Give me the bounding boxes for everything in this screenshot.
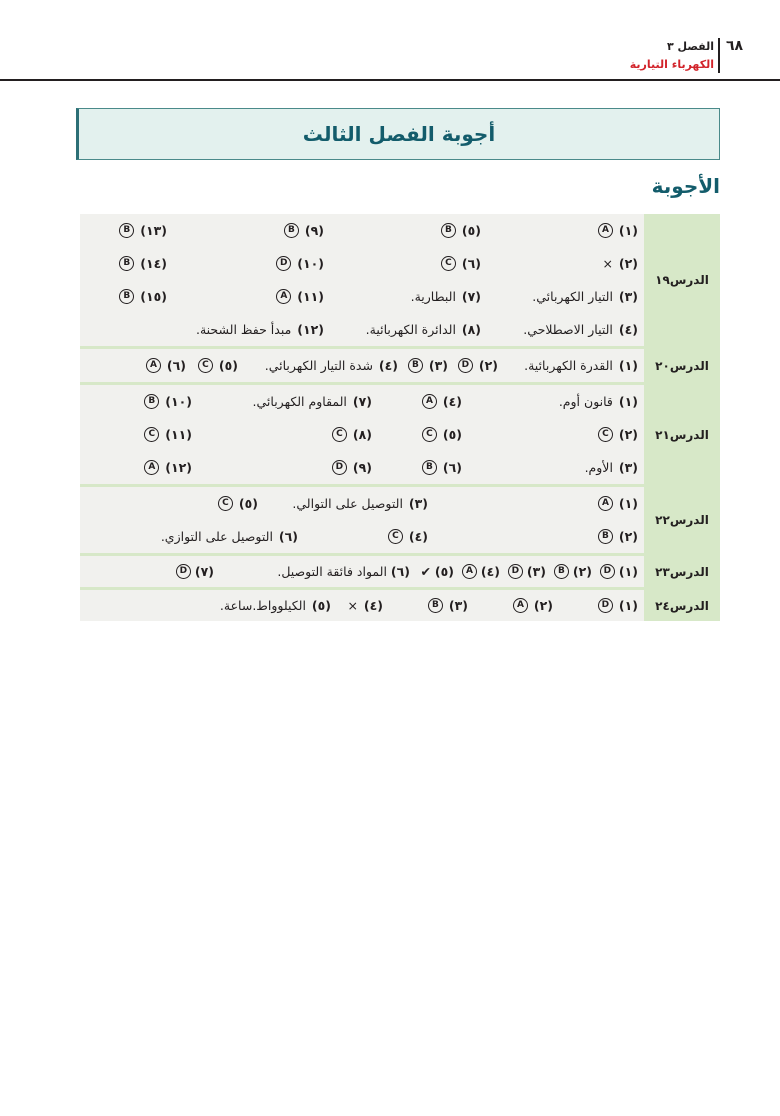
choice-circle: D bbox=[600, 564, 615, 579]
answer-text: الأوم. bbox=[584, 460, 613, 475]
choice-circle: A bbox=[146, 358, 161, 373]
answer-item bbox=[119, 256, 167, 271]
question-number: (١٢) bbox=[297, 322, 324, 337]
choice-circle: B bbox=[598, 529, 613, 544]
question-number: (٢) bbox=[478, 358, 498, 373]
question-number: (٣) bbox=[448, 598, 468, 613]
question-number: (١٠) bbox=[297, 256, 324, 271]
answer-item bbox=[324, 223, 481, 238]
answer-item bbox=[372, 427, 462, 442]
answer-item bbox=[218, 496, 258, 511]
question-number: (١٣) bbox=[140, 223, 167, 238]
answer-line bbox=[86, 313, 638, 346]
answer-item bbox=[214, 564, 410, 579]
choice-circle: C bbox=[332, 427, 347, 442]
answer-line bbox=[86, 349, 638, 382]
question-number: (٢) bbox=[618, 529, 638, 544]
question-number: (١٤) bbox=[140, 256, 167, 271]
question-number: (٨) bbox=[352, 427, 372, 442]
question-number: (٥) bbox=[434, 564, 454, 579]
choice-circle: D bbox=[598, 598, 613, 613]
answer-text: المقاوم الكهربائي. bbox=[252, 394, 347, 409]
chapter-label: الفصل ٣ bbox=[666, 40, 714, 53]
choice-circle: B bbox=[144, 394, 159, 409]
answer-item bbox=[546, 564, 592, 579]
answer-item bbox=[324, 322, 481, 337]
question-number: (٤) bbox=[480, 564, 500, 579]
answer-item bbox=[186, 358, 238, 373]
answer-item bbox=[592, 564, 638, 579]
answer-item bbox=[119, 289, 167, 304]
answer-item bbox=[448, 358, 498, 373]
question-number: (١) bbox=[618, 358, 638, 373]
answer-text: قانون أوم. bbox=[558, 394, 613, 409]
choice-circle: D bbox=[332, 460, 347, 475]
answer-item bbox=[462, 460, 638, 475]
question-number: (٣) bbox=[428, 358, 448, 373]
lesson-label: الدرس٢٠ bbox=[644, 349, 720, 382]
choice-circle: A bbox=[513, 598, 528, 613]
page-title: أجوبة الفصل الثالث bbox=[302, 122, 496, 146]
question-number: (١) bbox=[618, 564, 638, 579]
choice-circle: C bbox=[388, 529, 403, 544]
answer-item bbox=[462, 427, 638, 442]
page-header bbox=[0, 0, 780, 82]
choice-circle: D bbox=[276, 256, 291, 271]
lesson-answers bbox=[80, 556, 644, 587]
chapter-answers-title-box bbox=[76, 108, 720, 160]
choice-circle: B bbox=[554, 564, 569, 579]
answer-item bbox=[167, 289, 324, 304]
question-number: (١) bbox=[618, 223, 638, 238]
answer-text: شدة التيار الكهربائي. bbox=[264, 358, 373, 373]
answer-text: البطارية. bbox=[410, 289, 456, 304]
question-number: (٧) bbox=[194, 564, 214, 579]
lesson-row-24 bbox=[80, 590, 720, 621]
question-number: (٢) bbox=[618, 427, 638, 442]
answer-line bbox=[86, 520, 638, 553]
page-number: ٦٨ bbox=[726, 38, 744, 54]
answer-line bbox=[86, 590, 638, 621]
choice-circle: B bbox=[119, 256, 134, 271]
answer-item bbox=[161, 529, 298, 544]
choice-circle: A bbox=[144, 460, 159, 475]
answer-item bbox=[372, 394, 462, 409]
question-number: (١٢) bbox=[165, 460, 192, 475]
choice-circle: B bbox=[284, 223, 299, 238]
answer-line bbox=[86, 487, 638, 520]
question-number: (٢) bbox=[618, 256, 638, 271]
lesson-answers bbox=[80, 487, 644, 553]
choice-circle: C bbox=[441, 256, 456, 271]
lesson-label: الدرس٢١ bbox=[644, 385, 720, 484]
question-number: (٢) bbox=[572, 564, 592, 579]
choice-circle: C bbox=[198, 358, 213, 373]
lesson-label: الدرس٢٢ bbox=[644, 487, 720, 553]
choice-circle: A bbox=[422, 394, 437, 409]
answer-item bbox=[383, 598, 468, 613]
question-number: (٤) bbox=[442, 394, 462, 409]
answer-item bbox=[258, 496, 428, 511]
answer-item bbox=[167, 223, 324, 238]
question-number: (٥) bbox=[238, 496, 258, 511]
lesson-answers bbox=[80, 214, 644, 346]
choice-circle: C bbox=[422, 427, 437, 442]
answers-heading: الأجوبة bbox=[651, 174, 720, 198]
header-divider bbox=[718, 38, 720, 73]
lesson-row-19 bbox=[80, 214, 720, 346]
answer-item bbox=[146, 358, 186, 373]
question-number: (٤) bbox=[363, 598, 383, 613]
answer-item bbox=[481, 289, 638, 304]
question-number: (٥) bbox=[218, 358, 238, 373]
choice-circle: D bbox=[508, 564, 523, 579]
answer-text: المواد فائقة التوصيل. bbox=[277, 564, 387, 579]
answer-text: التيار الكهربائي. bbox=[532, 289, 613, 304]
check-mark-icon: ✔ bbox=[420, 564, 431, 579]
answer-item bbox=[298, 529, 428, 544]
question-number: (٣) bbox=[618, 460, 638, 475]
question-number: (٥) bbox=[442, 427, 462, 442]
cross-mark: × bbox=[602, 256, 613, 271]
answer-item bbox=[119, 223, 167, 238]
choice-circle: A bbox=[462, 564, 477, 579]
answer-text: التوصيل على التوالي. bbox=[292, 496, 403, 511]
answer-line bbox=[86, 418, 638, 451]
choice-circle: C bbox=[144, 427, 159, 442]
answer-line bbox=[86, 451, 638, 484]
answer-item bbox=[324, 256, 481, 271]
question-number: (١) bbox=[618, 496, 638, 511]
choice-circle: C bbox=[598, 427, 613, 442]
question-number: (١٠) bbox=[165, 394, 192, 409]
choice-circle: B bbox=[441, 223, 456, 238]
question-number: (٤) bbox=[618, 322, 638, 337]
question-number: (٦) bbox=[166, 358, 186, 373]
choice-circle: A bbox=[598, 496, 613, 511]
answer-item bbox=[428, 529, 638, 544]
answer-item bbox=[192, 427, 372, 442]
answer-line bbox=[86, 385, 638, 418]
question-number: (٦) bbox=[442, 460, 462, 475]
answer-item bbox=[398, 358, 448, 373]
answer-item bbox=[324, 289, 481, 304]
question-number: (٥) bbox=[311, 598, 331, 613]
question-number: (١١) bbox=[165, 427, 192, 442]
answer-item bbox=[372, 460, 462, 475]
answer-text: التيار الاصطلاحي. bbox=[523, 322, 613, 337]
question-number: (٦) bbox=[390, 564, 410, 579]
lesson-answers bbox=[80, 590, 644, 621]
answer-line bbox=[86, 280, 638, 313]
answer-text: مبدأ حفظ الشحنة. bbox=[195, 322, 292, 337]
answer-item bbox=[428, 496, 638, 511]
question-number: (١) bbox=[618, 598, 638, 613]
choice-circle: B bbox=[119, 223, 134, 238]
question-number: (٦) bbox=[461, 256, 481, 271]
choice-circle: A bbox=[598, 223, 613, 238]
answer-item bbox=[238, 358, 398, 373]
choice-circle: B bbox=[119, 289, 134, 304]
answer-line bbox=[86, 214, 638, 247]
answer-text: التوصيل على التوازي. bbox=[160, 529, 273, 544]
question-number: (٣) bbox=[408, 496, 428, 511]
lesson-row-21 bbox=[80, 385, 720, 484]
question-number: (٤) bbox=[378, 358, 398, 373]
answer-item bbox=[167, 256, 324, 271]
answer-item bbox=[220, 598, 331, 613]
choice-circle: B bbox=[428, 598, 443, 613]
question-number: (٧) bbox=[461, 289, 481, 304]
answer-item bbox=[553, 598, 638, 613]
answer-item bbox=[176, 564, 214, 579]
answer-item bbox=[192, 460, 372, 475]
choice-circle: D bbox=[176, 564, 191, 579]
answer-item bbox=[144, 427, 192, 442]
lesson-row-23 bbox=[80, 556, 720, 587]
answer-line bbox=[86, 556, 638, 587]
answer-text: الكيلوواط.ساعة. bbox=[219, 598, 306, 613]
question-number: (١) bbox=[618, 394, 638, 409]
question-number: (٧) bbox=[352, 394, 372, 409]
lesson-answers bbox=[80, 385, 644, 484]
lesson-answers bbox=[80, 349, 644, 382]
question-number: (١٥) bbox=[140, 289, 167, 304]
answer-line bbox=[86, 247, 638, 280]
answer-item bbox=[192, 394, 372, 409]
question-number: (٦) bbox=[278, 529, 298, 544]
answers-table bbox=[80, 214, 720, 621]
header-rule bbox=[0, 79, 780, 81]
cross-mark: × bbox=[347, 598, 358, 613]
answer-item bbox=[481, 322, 638, 337]
choice-circle: C bbox=[218, 496, 233, 511]
question-number: (٣) bbox=[618, 289, 638, 304]
choice-circle: B bbox=[408, 358, 423, 373]
answer-item bbox=[410, 564, 454, 579]
lesson-label: الدرس٢٣ bbox=[644, 556, 720, 587]
answer-text: القدرة الكهربائية. bbox=[524, 358, 613, 373]
question-number: (٣) bbox=[526, 564, 546, 579]
question-number: (٩) bbox=[304, 223, 324, 238]
question-number: (٥) bbox=[461, 223, 481, 238]
answer-item bbox=[468, 598, 553, 613]
question-number: (٨) bbox=[461, 322, 481, 337]
question-number: (٢) bbox=[533, 598, 553, 613]
choice-circle: A bbox=[276, 289, 291, 304]
answer-item bbox=[454, 564, 500, 579]
lesson-label: الدرس١٩ bbox=[644, 214, 720, 346]
choice-circle: D bbox=[458, 358, 473, 373]
answer-item bbox=[481, 256, 638, 271]
answer-item bbox=[500, 564, 546, 579]
answer-item bbox=[144, 394, 192, 409]
answer-item bbox=[144, 460, 192, 475]
question-number: (١١) bbox=[297, 289, 324, 304]
answer-item bbox=[196, 322, 324, 337]
answer-item bbox=[462, 394, 638, 409]
choice-circle: B bbox=[422, 460, 437, 475]
answer-text: الدائرة الكهربائية. bbox=[365, 322, 456, 337]
question-number: (٩) bbox=[352, 460, 372, 475]
answer-item bbox=[498, 358, 638, 373]
lesson-row-20 bbox=[80, 349, 720, 382]
subject-label: الكهرباء التيارية bbox=[629, 58, 714, 71]
answer-item bbox=[331, 598, 383, 613]
question-number: (٤) bbox=[408, 529, 428, 544]
answer-item bbox=[481, 223, 638, 238]
lesson-label: الدرس٢٤ bbox=[644, 590, 720, 621]
lesson-row-22 bbox=[80, 487, 720, 553]
